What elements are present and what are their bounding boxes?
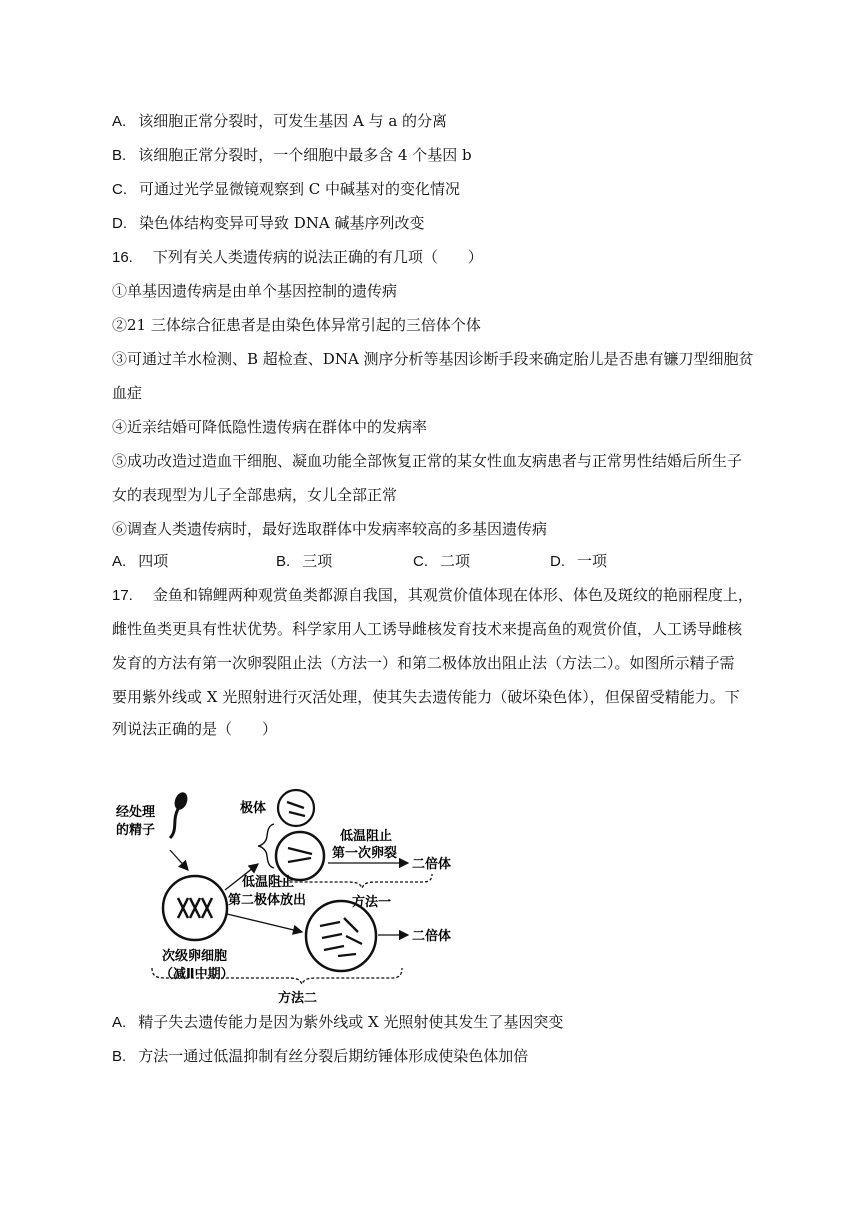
q16-option-d: D. 一项 (550, 552, 608, 570)
arrow-oocyte-to-method-2 (227, 914, 302, 932)
polar-body (278, 790, 314, 826)
polar-body-brace (258, 824, 274, 868)
cold-block-2-line-1: 低温阻止 (242, 875, 295, 890)
q16-item-4: ④近亲结婚可降低隐性遗传病在群体中的发病率 (112, 418, 428, 436)
method-2-label: 方法二 (278, 991, 318, 1005)
q17-stem-line-3: 发育的方法有第一次卵裂阻止法（方法一）和第二极体放出阻止法（方法二）。如图所示精子需 (112, 654, 735, 672)
q15-option-d: D. 染色体结构变异可导致 DNA 碱基序列改变 (112, 214, 425, 232)
egg-cell-method-1-chromosomes (288, 848, 312, 862)
oocyte-chromosomes (178, 898, 212, 918)
polar-body-chromosomes (287, 802, 305, 816)
method-1-label: 方法一 (352, 895, 392, 910)
sperm-icon (170, 790, 190, 838)
q17-option-a: A. 精子失去遗传能力是因为紫外线或 X 光照射使其发生了基因突变 (112, 1013, 564, 1031)
oocyte-label-1: 次级卵细胞 (162, 949, 228, 964)
q16-item-6: ⑥调查人类遗传病时，最好选取群体中发病率较高的多基因遗传病 (112, 520, 548, 538)
egg-cell-method-2-chromosomes (320, 918, 362, 956)
q15-option-c: C. 可通过光学显微镜观察到 C 中碱基对的变化情况 (112, 180, 461, 198)
egg-cell-method-2 (306, 901, 376, 971)
q17-option-b: B. 方法一通过低温抑制有丝分裂后期纺锤体形成使染色体加倍 (112, 1047, 529, 1065)
q16-item-5: ⑤成功改造过造血干细胞、凝血功能全部恢复正常的某女性血友病患者与正常男性结婚后所生子 (112, 452, 743, 470)
q17-stem-line-2: 雌性鱼类更具有性状优势。科学家用人工诱导雌核发育技术来提高鱼的观赏价值，人工诱导雌核 (112, 620, 743, 638)
polar-body-label: 极体 (240, 801, 267, 816)
q16-item-2: ②21 三体综合征患者是由染色体异常引起的三倍体个体 (112, 316, 481, 334)
cold-block-1-line-1: 低温阻止 (340, 829, 393, 844)
egg-cell-method-1 (276, 832, 324, 880)
cold-block-1-line-2: 第一次卵裂 (332, 846, 398, 861)
q15-option-b: B. 该细胞正常分裂时，一个细胞中最多含 4 个基因 b (112, 146, 472, 164)
q17-stem-line-4: 要用紫外线或 X 光照射进行灭活处理，使其失去遗传能力（破坏染色体），但保留受精能力。下 (112, 688, 740, 706)
sperm-label-2: 的精子 (116, 823, 156, 838)
q16-option-b: B. 三项 (276, 552, 333, 570)
q16-options (112, 550, 732, 572)
q16-option-a: A. 四项 (112, 552, 169, 570)
q16-item-1: ①单基因遗传病是由单个基因控制的遗传病 (112, 282, 398, 300)
diploid-1: 二倍体 (412, 857, 452, 872)
q17-stem-line-1: 17. 金鱼和锦鲤两种观赏鱼类都源自我国，其观赏价值体现在体形、体色及斑纹的艳丽程度上， (112, 586, 753, 604)
q16-item-3: ③可通过羊水检测、B 超检查、DNA 测序分析等基因诊断手段来确定胎儿是否患有镰刀型细胞贫 (112, 350, 754, 368)
cold-block-2-line-2: 第二极体放出 (228, 893, 307, 908)
q16-stem: 16. 下列有关人类遗传病的说法正确的有几项（ ） (112, 248, 483, 266)
q17-stem-line-5: 列说法正确的是（ ） (112, 720, 278, 738)
diploid-2: 二倍体 (412, 929, 452, 944)
arrow-sperm-to-oocyte (170, 850, 188, 870)
sperm-label-1: 经处理 (116, 805, 156, 820)
oocyte-label-2: （减Ⅱ中期） (160, 967, 234, 982)
q15-option-a: A. 该细胞正常分裂时，可发生基因 A 与 a 的分离 (112, 112, 448, 130)
q16-item-5-cont: 女的表现型为儿子全部患病，女儿全部正常 (112, 486, 398, 504)
q16-item-3-cont: 血症 (112, 384, 143, 402)
q16-option-c: C. 二项 (413, 552, 471, 570)
gynogenesis-diagram (108, 780, 488, 1005)
